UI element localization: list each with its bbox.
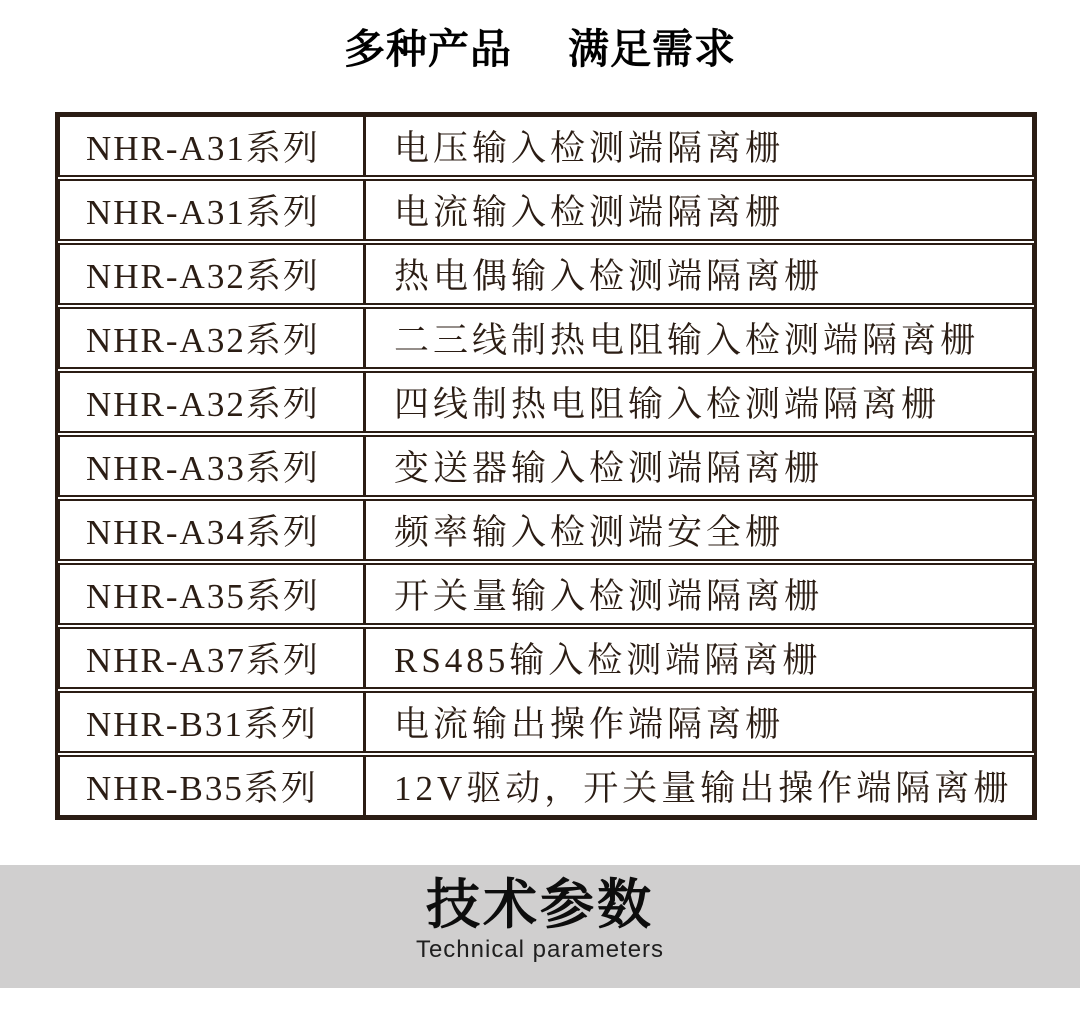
page-title-part1: 多种产品 <box>344 26 512 72</box>
table-row <box>58 307 1034 369</box>
description-cell: 二三线制热电阻输入检测端隔离栅 <box>394 321 980 360</box>
description-cell: 频率输入检测端安全栅 <box>394 513 785 552</box>
table-row <box>58 755 1034 817</box>
description-cell: 电压输入检测端隔离栅 <box>394 129 785 168</box>
series-cell: NHR-A31系列 <box>60 181 366 239</box>
description-cell: 电流输出操作端隔离栅 <box>394 705 785 744</box>
table-row <box>58 691 1034 753</box>
product-table <box>55 112 1037 820</box>
table-row <box>58 563 1034 625</box>
table-row <box>58 115 1034 177</box>
description-cell: 电流输入检测端隔离栅 <box>394 193 785 232</box>
series-cell: NHR-B31系列 <box>60 693 366 751</box>
description-cell: 开关量输入检测端隔离栅 <box>394 577 824 616</box>
technical-parameters-banner <box>0 865 1080 988</box>
page-title-part2: 满足需求 <box>568 26 736 72</box>
series-cell: NHR-A32系列 <box>60 309 366 367</box>
table-row <box>58 243 1034 305</box>
table-row <box>58 627 1034 689</box>
banner-title: 技术参数 <box>426 875 654 935</box>
series-cell: NHR-A34系列 <box>60 501 366 559</box>
description-cell: RS485输入检测端隔离栅 <box>394 641 822 680</box>
series-cell: NHR-A37系列 <box>60 629 366 687</box>
series-cell: NHR-B35系列 <box>60 757 366 815</box>
description-cell: 变送器输入检测端隔离栅 <box>394 449 824 488</box>
description-cell: 四线制热电阻输入检测端隔离栅 <box>394 385 941 424</box>
description-cell: 12V驱动，开关量输出操作端隔离栅 <box>394 769 1013 808</box>
table-row <box>58 499 1034 561</box>
series-cell: NHR-A35系列 <box>60 565 366 623</box>
table-row <box>58 371 1034 433</box>
series-cell: NHR-A32系列 <box>60 245 366 303</box>
description-cell: 热电偶输入检测端隔离栅 <box>394 257 824 296</box>
series-cell: NHR-A32系列 <box>60 373 366 431</box>
page-title <box>0 26 1080 73</box>
table-row <box>58 179 1034 241</box>
banner-subtitle: Technical parameters <box>415 936 665 964</box>
series-cell: NHR-A33系列 <box>60 437 366 495</box>
series-cell: NHR-A31系列 <box>60 117 366 175</box>
table-row <box>58 435 1034 497</box>
